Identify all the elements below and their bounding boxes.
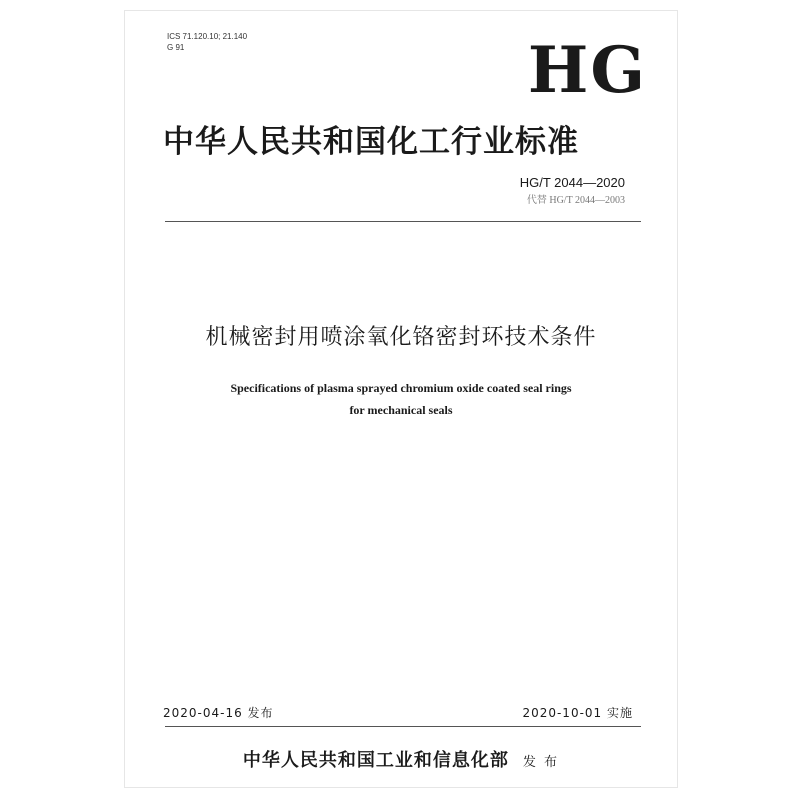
standard-cover <box>124 10 678 788</box>
publisher-action: 发 布 <box>522 755 560 770</box>
document-title-en-line1: Specifications of plasma sprayed chromium oxide coated seal rings <box>230 381 572 395</box>
organization-title: 中华人民共和国化工行业标准 <box>163 124 579 160</box>
issue-date: 2020-04-16 发布 <box>163 706 274 720</box>
effective-date: 2020-10-01 实施 <box>522 706 633 720</box>
top-divider <box>165 221 641 222</box>
ics-code: ICS 71.120.10; 21.140 <box>167 32 248 41</box>
document-title-en <box>125 377 677 421</box>
standard-number: HG/T 2044—2020 <box>519 175 625 190</box>
hg-logo: HG <box>527 33 647 108</box>
classification-codes <box>167 31 247 53</box>
publisher-name: 中华人民共和国工业和信息化部 <box>242 750 509 771</box>
publisher-line <box>125 749 677 775</box>
ccs-code: G 91 <box>167 43 185 52</box>
replaces-standard: 代替 HG/T 2044—2003 <box>526 195 625 206</box>
document-title-en-line2: for mechanical seals <box>349 403 453 417</box>
document-title-cn: 机械密封用喷涂氧化铬密封环技术条件 <box>205 325 597 350</box>
bottom-divider <box>165 726 641 727</box>
